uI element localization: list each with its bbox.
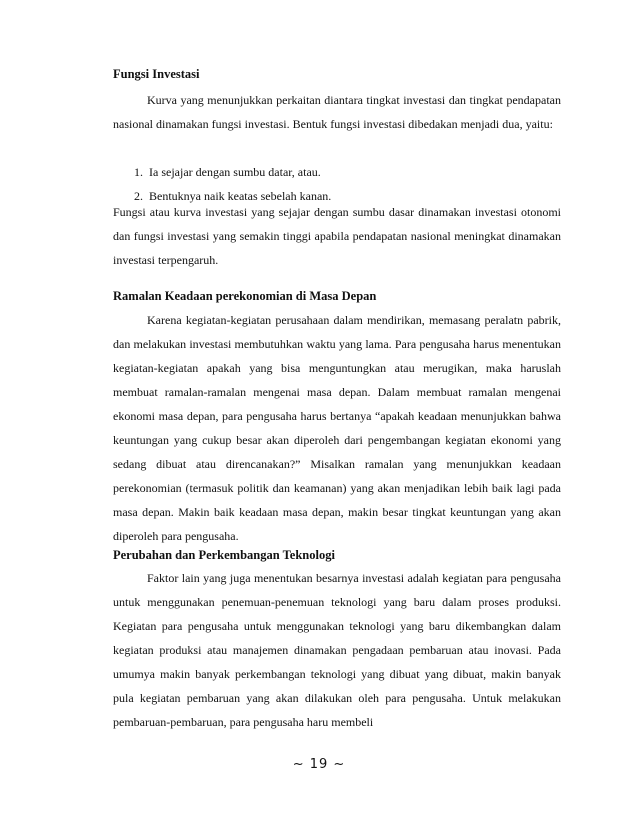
page-number: ~ 19 ~ — [292, 757, 346, 772]
list-item-number: 2. — [134, 189, 143, 203]
list-item-number: 1. — [134, 165, 143, 179]
section-heading-ramalan: Ramalan Keadaan perekonomian di Masa Depan — [113, 289, 377, 303]
paragraph-fungsi-definisi: Kurva yang menunjukkan perkaitan diantara tingkat investasi dan tingkat pendapatan nasional dinamakan fungsi investasi. Bentuk fungsi investasi dibedakan menjadi dua, yaitu: — [113, 93, 561, 131]
paragraph-ramalan: Karena kegiatan-kegiatan perusahaan dalam mendirikan, memasang peralatn pabrik, dan melakukan investasi membutuhkan waktu yang lama. Para pengusaha harus menentukan kegiatan-kegiatan apakah yang bisa menguntungkan atau merugikan, maka haruslah membuat ramalan-ramalan mengenai masa depan. Dalam membuat ramalan mengenai ekonomi masa depan, para pengusaha harus bertanya “apakah keadaan menunjukkan bahwa keuntungan yang cukup besar akan diperoleh dari pengembangan kegiatan ekonomi yang sedang dibuat atau direncanakan?” Misalkan ramalan yang menunjukkan keadaan perekonomian (termasuk politik dan keamanan) yang akan menjadikan lebih baik lagi pada masa depan. Makin baik keadaan masa depan, makin besar tingkat keuntungan yang akan diperoleh para pengusaha. — [113, 313, 561, 543]
section-heading-perubahan-teknologi: Perubahan dan Perkembangan Teknologi — [113, 548, 335, 562]
section-heading-fungsi-investasi: Fungsi Investasi — [113, 67, 200, 81]
list-item-text: Ia sejajar dengan sumbu datar, atau. — [149, 165, 321, 179]
paragraph-perubahan-teknologi: Faktor lain yang juga menentukan besarnya investasi adalah kegiatan para pengusaha untuk menggunakan penemuan-penemuan teknologi yang baru dalam proses produksi. Kegiatan para pengusaha untuk menggunakan teknologi yang baru dikembangkan dalam kegiatan produksi atau manajemen dinamakan pengadaan pembaruan atau inovasi. Pada umumya makin banyak perkembangan teknologi yang dibuat yang dibuat, makin banyak pula kegiatan pembaruan yang akan dilakukan oleh para pengusaha. Untuk melakukan pembaruan-pembaruan, para pengusaha haru membeli — [113, 571, 561, 729]
paragraph-fungsi-otonomi: Fungsi atau kurva investasi yang sejajar dengan sumbu dasar dinamakan investasi otonomi dan fungsi investasi yang semakin tinggi apabila pendapatan nasional meningkat dinamakan investasi terpengaruh. — [113, 205, 561, 267]
list-item — [134, 160, 331, 184]
list-item-text: Bentuknya naik keatas sebelah kanan. — [149, 189, 332, 203]
